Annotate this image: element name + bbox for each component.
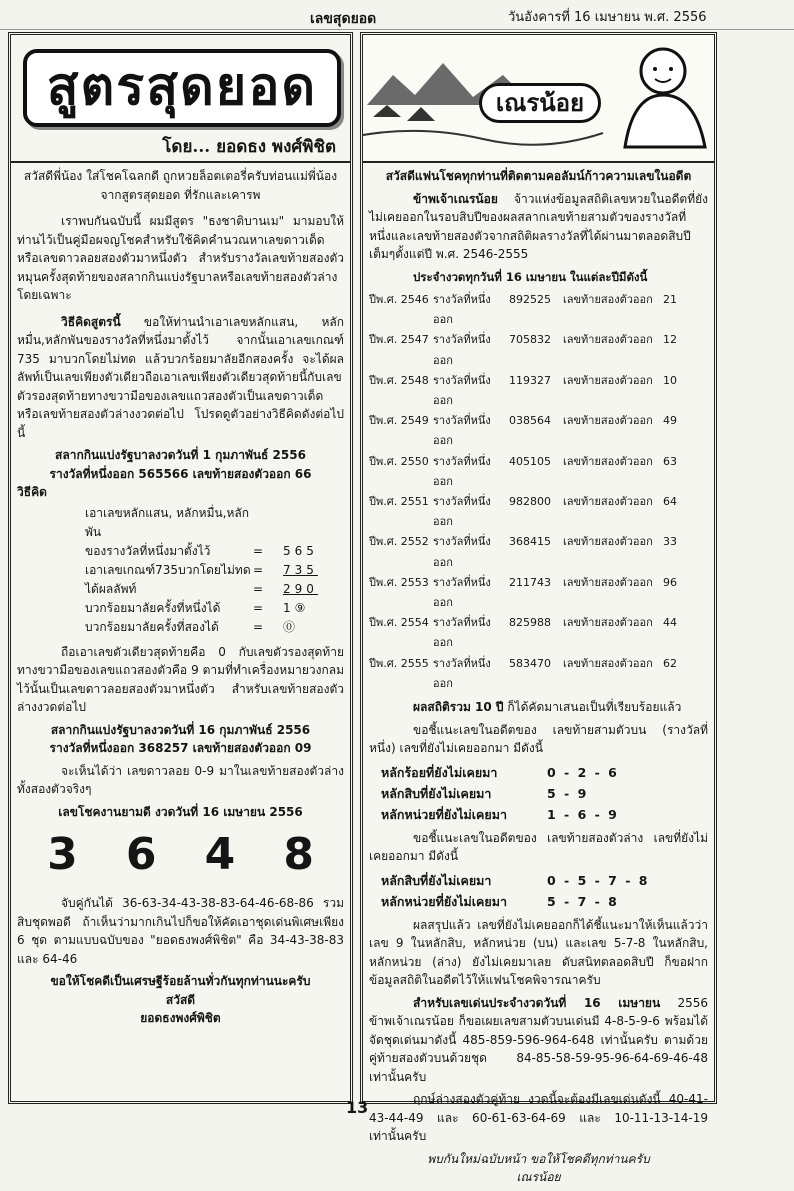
intro-paragraph: เราพบกันฉบับนี้ ผมมีสูตร "ธงชาติบานเม" มามอบให้ท่านไว้เป็นคู่มือผจญโชคสำหรับใช้คิดคำนวณหาเลขดาวเด็ดหรือเลขดาวลอยสองตัวมาหนึ่งตัว สำหรับรางวัลเลขท้ายสองตัวหมุนครั้งสุดท้ายของสลากกินแบ่งรัฐบาลหรือเลขท้ายสองตัวล่างโดยเฉพาะ [17, 214, 344, 302]
calc-row: บวกร้อยมาลัยครั้งที่หนึ่งได้ = 1⑨ [85, 600, 310, 615]
lucky-text: 2556 ข้าพเจ้าเณรน้อย ก็ขอเผยเลขสามตัวบนเด่นมี 4-8-5-9-6 พร้อมได้จัดชุดเด่นมาดังนี้ 485-859-596-964-648 เท่านั้นครับ ตามด้วยคู่ท้ายสองตัวบนด้วยชุด 84-85-58-59-95-96-64-69-46-48 เท่านั้นครับ [369, 995, 708, 1084]
table-row: ปีพ.ศ. 2550 รางวัลที่หนึ่งออก 405105 เลขท้ายสองตัวออก 63 [369, 454, 677, 488]
column-byline: โดย... ยอดธง พงศ์พิชิต [162, 137, 336, 157]
conclusion-paragraph: ผลสรุปแล้ว เลขที่ยังไม่เคยออกก็ได้ชี้แนะมาให้เห็นแล้วว่าเลข 9 ในหลักสิบ, หลักหน่วย (บน) และเลข 5-7-8 ในหลักสิบ, หลักหน่วย (ล่าง) ยังไม่เคยมาเลย ดับสนิทตลอดสิบปี ก็ขอฝากข้อมูลสถิติในอดีตไว้ให้แฟนโชคพิจารณาครับ [369, 917, 708, 988]
digit-row: หลักหน่วยที่ยังไม่เคยมา 5 - 7 - 8 [381, 893, 619, 909]
table-row: ปีพ.ศ. 2555 รางวัลที่หนึ่งออก 583470 เลขท้ายสองตัวออก 62 [369, 656, 677, 690]
draw2-result: รางวัลที่หนึ่งออก 368257 เลขท้ายสองตัวออก 09 [49, 741, 312, 755]
publication-name: เลขสุดยอด [310, 11, 377, 27]
draw1-title: สลากกินแบ่งรัฐบาลงวดวันที่ 1 กุมภาพันธ์ 2556 [55, 448, 306, 462]
table-row: ปีพ.ศ. 2549 รางวัลที่หนึ่งออก 038564 เลขท้ายสองตัวออก 49 [369, 414, 677, 448]
table-row: ปีพ.ศ. 2552 รางวัลที่หนึ่งออก 368415 เลขท้ายสองตัวออก 33 [369, 535, 677, 569]
method-text: ขอให้ท่านนำเอาเลขหลักแสน, หลักหมื่น,หลักพันของรางวัลที่หนึ่งมาตั้งไว้ จากนั้นเอาเลขเกณฑ์ 735 มาบวกโดยไม่ทด แล้วบวกร้อยมาลัยอีกสองครั้ง จะได้ผลลัพท์เป็นเลขเพียงตัวเดียวถือเอาเลขเพียงตัวเดียวสุดท้ายนี้กับเลขตัวรองสุดท้ายทางขวามือของเลขแถวสองตัวเป็นเลขดาวเด็ดหรือเลขท้ายสองตัวล่างงวดต่อไป โปรดดูตัวอย่างวิธีคิดดังต่อไปนี้ [17, 314, 344, 440]
bottom-missing-digits [363, 870, 714, 912]
table-row: ปีพ.ศ. 2546 รางวัลที่หนึ่งออก 892525 เลขท้ายสองตัวออก 21 [369, 293, 677, 327]
formula-digits [11, 821, 350, 890]
lucky-bottom-paragraph: ฤกษ์ล่างสองตัวคู่ท้าย งวดนี้จะต้องมีเลขเด่นดังนี้ 40-41-43-44-49 และ 60-61-63-64-69 และ 10-11-13-14-19 เท่านั้นครับ [369, 1092, 708, 1144]
formula-digit: 4 [204, 829, 236, 880]
right-column-nennoi [360, 32, 717, 1185]
monk-head [641, 49, 685, 93]
digit-row: หลักหน่วยที่ยังไม่เคยมา 1 - 6 - 9 [381, 806, 619, 822]
digit-row: หลักสิบที่ยังไม่เคยมา 5 - 9 [381, 785, 589, 801]
formula-digit: 6 [125, 829, 157, 880]
author-signature: เณรน้อย [516, 1170, 561, 1185]
column-logo: เณรน้อย [479, 83, 601, 123]
digit-row: หลักสิบที่ยังไม่เคยมา 0 - 5 - 7 - 8 [381, 872, 650, 888]
intro-paragraph [363, 190, 714, 268]
greeting: สวัสดีแฟนโชคทุกท่านที่ติดตามคอลัมน์ก้าวความเลขในอดีต [385, 169, 692, 183]
lucky-paragraph [363, 994, 714, 1091]
draw2-note: จะเห็นได้ว่า เลขดาวลอย 0-9 มาในเลขท้ายสองตัวล่างทั้งสองตัวจริงๆ [17, 763, 344, 796]
summary-paragraph [363, 694, 714, 721]
summary-lead: ผลสถิติรวม 10 ปี [413, 700, 504, 715]
summary-text: ก็ได้คัดมาเสนอเป็นที่เรียบร้อยแล้ว [507, 700, 682, 715]
calculation-block [11, 502, 350, 639]
right-banner [363, 35, 714, 163]
left-banner [11, 35, 350, 163]
calc-note: ถือเอาเลขตัวเดียวสุดท้ายคือ 0 กับเลขตัวรองสุดท้ายทางขวามือของเลขแถวสองตัวคือ 9 ตามที่ทำเครื่องหมายวงกลมไว้นั้นเป็นเลขดาวลอยสองตัวมาหนึ่งตัว สำหรับเลขท้ายสองตัวล่างงวดต่อไป [17, 644, 344, 714]
top-intro: ขอชี้แนะเลขในอดีตของ เลขท้ายสามตัวบน (รางวัลที่หนึ่ง) เลขที่ยังไม่เคยออกมา มีดังนี้ [369, 722, 708, 756]
closing-line: ขอให้โชคดีเป็นเศรษฐีร้อยล้านทั่วกันทุกท่านนะครับ [50, 974, 311, 988]
page-number: 13 [346, 1098, 369, 1117]
formula-title: เลขโชคงานยามดี งวดวันที่ 16 เมษายน 2556 [58, 804, 303, 819]
method-paragraph [11, 309, 350, 447]
intro-lead: ข้าพเจ้าเณรน้อย [413, 191, 498, 206]
bottom-intro: ขอชี้แนะเลขในอดีตของ เลขท้ายสองตัวล่าง เลขที่ยังไม่เคยออกมา มีดังนี้ [369, 830, 708, 864]
lucky-lead: สำหรับเลขเด่นประจำงวดวันที่ 16 เมษายน [413, 995, 661, 1010]
greeting: สวัสดีพี่น้อง ใส่โชคโฉลกดี ถูกหวยล็อตเตอรี่ครับท่อนแม่พี่น้อง จากสูตรสุดยอด ที่รักและเคารพ [23, 169, 338, 202]
page-header [0, 0, 794, 30]
calc-heading: วิธีคิด [17, 485, 47, 499]
farewell: พบกันใหม่ฉบับหน้า ขอให้โชคดีทุกท่านครับ [427, 1151, 650, 1166]
table-row: ปีพ.ศ. 2554 รางวัลที่หนึ่งออก 825988 เลขท้ายสองตัวออก 44 [369, 616, 677, 650]
pairs-paragraph: จับคู่กันได้ 36-63-34-43-38-83-64-46-68-86 รวมสิบชุดพอดี ถ้าเห็นว่ามากเกินไปก็ขอให้คัดเอาชุดเด่นพิเศษเพียง 6 ชุด ตามแบบฉบับของ "ยอดธงพงศ์พิชิต" คือ 34-43-38-83 และ 64-46 [17, 896, 344, 966]
intro-text: จ้าวแห่งข้อมูลสถิติเลขหวยในอดีตที่ยังไม่เคยออกในรอบสิบปีของผลสลากเลขท้ายสามตัวของรางวัลที่หนึ่งและเลขท้ายสองตัวจากสถิติผลรางวัลที่ได้ผ่านมาตลอดสิบปีเต็มๆตั้งแต่ปี พ.ศ. 2546-2555 [369, 191, 708, 261]
draw2-title: สลากกินแบ่งรัฐบาลงวดวันที่ 16 กุมภาพันธ์ 2556 [50, 722, 311, 737]
top-missing-digits [363, 762, 714, 825]
history-table [363, 290, 714, 694]
draw1-result: รางวัลที่หนึ่งออก 565566 เลขท้ายสองตัวออก 66 [49, 466, 312, 481]
calc-row: ได้ผลลัพท์ = 290 [85, 581, 318, 596]
column-logo: สูตรสุดยอด [23, 49, 341, 127]
issue-date: วันอังคารที่ 16 เมษายน พ.ศ. 2556 [508, 10, 707, 25]
method-title: วิธีคิดสูตรนี้ [61, 314, 121, 329]
table-row: ปีพ.ศ. 2548 รางวัลที่หนึ่งออก 119327 เลขท้ายสองตัวออก 10 [369, 373, 677, 408]
calc-row: บวกร้อยมาลัยครั้งที่สองได้ = ⓪ [85, 619, 300, 634]
author-signature: ยอดธงพงศ์พิชิต [140, 1011, 221, 1025]
table-row: ปีพ.ศ. 2547 รางวัลที่หนึ่งออก 705832 เลขท้ายสองตัวออก 12 [369, 333, 677, 367]
left-column-sutsudyod [8, 32, 353, 1104]
closing-greeting: สวัสดี [165, 992, 196, 1007]
formula-digit: 8 [283, 829, 314, 880]
table-row: ปีพ.ศ. 2551 รางวัลที่หนึ่งออก 982800 เลขท้ายสองตัวออก 64 [369, 495, 677, 529]
formula-digit: 3 [47, 829, 78, 880]
digit-row: หลักร้อยที่ยังไม่เคยมา 0 - 2 - 6 [381, 764, 619, 780]
calc-row: ของรางวัลที่หนึ่งมาตั้งไว้ = 565 [85, 543, 318, 558]
table-row: ปีพ.ศ. 2553 รางวัลที่หนึ่งออก 211743 เลขท้ายสองตัวออก 96 [369, 575, 677, 610]
table-title: ประจำงวดทุกวันที่ 16 เมษายน ในแต่ละปีมีดังนี้ [413, 269, 648, 284]
calc-row: เอาเลขเกณฑ์735บวกโดยไม่ทด = 735 [85, 562, 318, 577]
calc-row: เอาเลขหลักแสน, หลักหมื่น,หลักพัน [85, 505, 250, 539]
